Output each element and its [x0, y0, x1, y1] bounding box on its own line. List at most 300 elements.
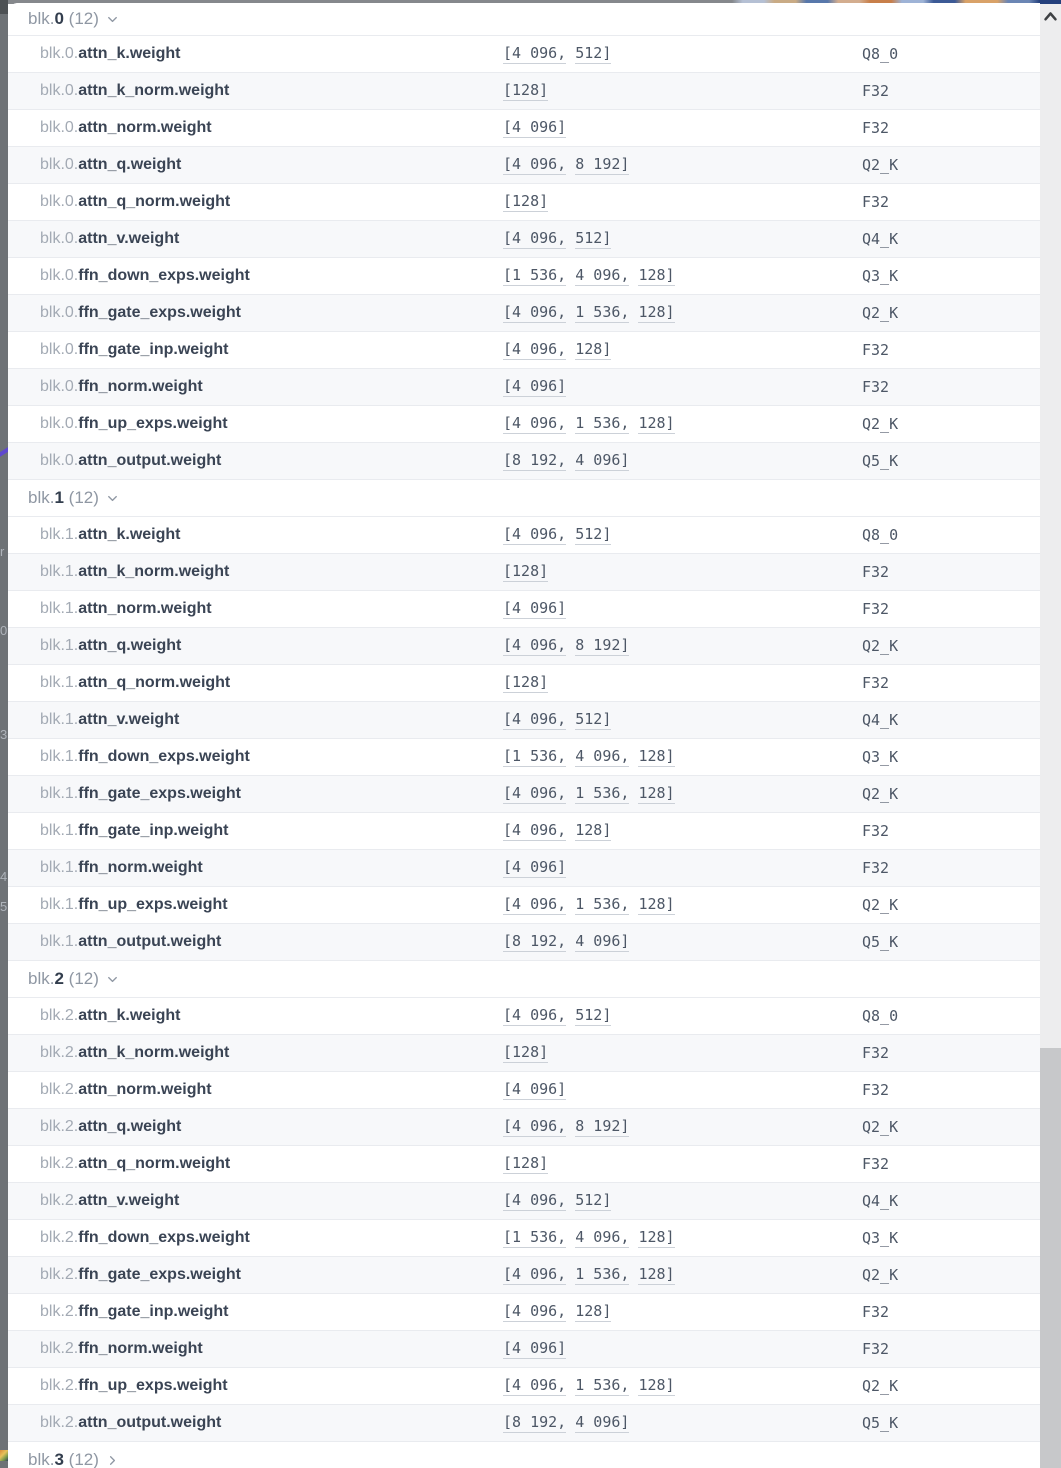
tensor-dtype: F32 [862, 1081, 890, 1099]
shape-dim: [8 192, [503, 1414, 566, 1433]
tensor-shape-link[interactable] [503, 821, 862, 841]
shape-dim: 128] [638, 267, 674, 286]
tensor-dtype: F32 [862, 1303, 890, 1321]
panel-corner-shadow [0, 0, 8, 14]
tensor-dtype: F32 [862, 341, 890, 359]
group-index-label: 2 [54, 969, 64, 988]
chevron-up-icon [1043, 9, 1058, 27]
tensor-name [8, 193, 503, 211]
tensor-dtype: F32 [862, 378, 890, 396]
tensor-name-main: attn_q_norm.weight [78, 193, 231, 210]
tensor-name-prefix: blk.2. [40, 1229, 79, 1246]
tensor-name-main: ffn_gate_exps.weight [78, 1266, 241, 1283]
tensor-dtype: Q2_K [862, 1377, 899, 1395]
group-prefix-label: blk. [28, 488, 55, 507]
tensor-name-main: ffn_norm.weight [78, 1340, 203, 1357]
tensor-name-main: ffn_up_exps.weight [78, 896, 228, 913]
shape-dim: 512] [575, 45, 611, 64]
tensor-name-prefix: blk.0. [40, 119, 79, 136]
tensor-dtype: F32 [862, 119, 890, 137]
shape-dim: 128] [638, 1266, 674, 1285]
tensor-shape-link[interactable] [503, 525, 862, 545]
tensor-name-main: ffn_down_exps.weight [78, 267, 250, 284]
tensor-name-main: attn_q.weight [78, 1118, 182, 1135]
tensor-name-prefix: blk.1. [40, 933, 79, 950]
tensor-row [8, 184, 1040, 221]
occluded-purple-mark [0, 447, 8, 458]
tensor-group-header-blk-0[interactable] [8, 3, 1040, 36]
tensor-dtype: F32 [862, 1340, 890, 1358]
tensor-shape-link[interactable] [503, 673, 862, 693]
group-prefix-label: blk. [28, 1450, 55, 1468]
tensor-row [8, 258, 1040, 295]
tensor-shape-link[interactable] [503, 81, 862, 101]
shape-dim: [4 096, [503, 304, 566, 323]
group-count-label: (12) [63, 9, 99, 28]
tensor-dtype: Q2_K [862, 896, 899, 914]
shape-dim: 512] [575, 1007, 611, 1026]
tensor-name [8, 230, 503, 248]
tensor-name [8, 119, 503, 137]
tensor-name [8, 600, 503, 618]
occluded-text-fragment: 5 [0, 900, 8, 913]
tensor-group [8, 961, 1040, 1442]
tensor-rows [8, 998, 1040, 1442]
tensor-name [8, 378, 503, 396]
shape-dim: 512] [575, 1192, 611, 1211]
tensor-name-main: attn_q.weight [78, 156, 182, 173]
tensor-dtype: Q8_0 [862, 45, 899, 63]
tensor-name [8, 1044, 503, 1062]
tensor-shape-link[interactable] [503, 710, 862, 730]
tensor-name-prefix: blk.0. [40, 156, 79, 173]
shape-dim: [4 096, [503, 1266, 566, 1285]
tensor-name [8, 896, 503, 914]
tensor-name-main: ffn_norm.weight [78, 859, 203, 876]
tensor-dtype: Q2_K [862, 156, 899, 174]
tensor-name-prefix: blk.2. [40, 1118, 79, 1135]
tensor-name-prefix: blk.1. [40, 600, 79, 617]
tensor-row [8, 1035, 1040, 1072]
shape-dim: 8 192] [575, 156, 629, 175]
shape-dim: 1 536, [575, 304, 629, 323]
shape-dim: 8 192] [575, 1118, 629, 1137]
tensor-name-main: ffn_up_exps.weight [78, 415, 228, 432]
tensor-name [8, 415, 503, 433]
tensor-shape-link[interactable] [503, 192, 862, 212]
shape-dim: [1 536, [503, 1229, 566, 1248]
tensor-shape-link[interactable] [503, 858, 862, 878]
tensor-shape-link[interactable] [503, 1043, 862, 1063]
tensor-name-main: attn_output.weight [78, 452, 222, 469]
chevron-down-icon [105, 972, 120, 987]
tensor-name-main: attn_k.weight [78, 45, 181, 62]
tensor-name-prefix: blk.0. [40, 82, 79, 99]
shape-dim: 4 096] [575, 933, 629, 952]
tensor-name [8, 674, 503, 692]
tensor-shape-link[interactable] [503, 784, 862, 804]
tensor-name-main: attn_v.weight [78, 1192, 180, 1209]
shape-dim: 128] [638, 1229, 674, 1248]
occluded-text-fragment: 0 [0, 624, 8, 637]
shape-dim: 4 096, [575, 1229, 629, 1248]
tensor-row [8, 1294, 1040, 1331]
shape-dim: 1 536, [575, 1377, 629, 1396]
group-index-label: 3 [54, 1450, 64, 1468]
tensor-name-prefix: blk.0. [40, 452, 79, 469]
tensor-name-main: ffn_norm.weight [78, 378, 203, 395]
tensor-shape-link[interactable] [503, 895, 862, 915]
shape-dim: [128] [503, 82, 548, 101]
tensor-name [8, 1155, 503, 1173]
tensor-name-prefix: blk.0. [40, 193, 79, 210]
tensor-row [8, 1368, 1040, 1405]
chevron-down-icon [105, 12, 120, 27]
tensor-shape-link[interactable] [503, 451, 862, 471]
tensor-shape-link[interactable] [503, 1376, 862, 1396]
shape-dim: 1 536, [575, 1266, 629, 1285]
tensor-name [8, 1118, 503, 1136]
shape-dim: [4 096, [503, 1192, 566, 1211]
tensor-shape-link[interactable] [503, 1117, 862, 1137]
tensor-shape-link[interactable] [503, 118, 862, 138]
tensor-name-prefix: blk.2. [40, 1303, 79, 1320]
left-edge-strip [0, 0, 8, 1468]
shape-dim: [4 096, [503, 711, 566, 730]
tensor-row [8, 1072, 1040, 1109]
tensor-shape-link[interactable] [503, 1228, 862, 1248]
tensor-dtype: Q2_K [862, 304, 899, 322]
tensor-dtype: Q4_K [862, 1192, 899, 1210]
tensor-shape-link[interactable] [503, 377, 862, 397]
shape-dim: 512] [575, 711, 611, 730]
tensor-name-prefix: blk.1. [40, 674, 79, 691]
tensor-row [8, 887, 1040, 924]
tensor-row [8, 110, 1040, 147]
tensor-dtype: Q2_K [862, 1118, 899, 1136]
tensor-name-prefix: blk.0. [40, 378, 79, 395]
group-count-label: (12) [63, 969, 99, 988]
tensor-name-prefix: blk.1. [40, 711, 79, 728]
shape-dim: 512] [575, 526, 611, 545]
tensor-dtype: F32 [862, 82, 890, 100]
scrollbar-thumb[interactable] [1040, 1048, 1061, 1468]
tensor-shape-link[interactable] [503, 747, 862, 767]
tensor-group-header-blk-3[interactable] [8, 1442, 1040, 1468]
shape-dim: 128] [638, 896, 674, 915]
group-index-label: 0 [54, 9, 64, 28]
shape-dim: [4 096, [503, 415, 566, 434]
tensor-name-main: attn_output.weight [78, 1414, 222, 1431]
tensor-shape-link[interactable] [503, 599, 862, 619]
tensor-list-panel [8, 3, 1040, 1468]
shape-dim: [4 096, [503, 822, 566, 841]
tensor-name [8, 859, 503, 877]
shape-dim: [128] [503, 563, 548, 582]
shape-dim: [4 096, [503, 526, 566, 545]
scroll-up-button[interactable] [1040, 6, 1061, 30]
tensor-shape-link[interactable] [503, 1413, 862, 1433]
tensor-name [8, 1081, 503, 1099]
tensor-row [8, 147, 1040, 184]
tensor-row [8, 1405, 1040, 1442]
tensor-row [8, 73, 1040, 110]
tensor-row [8, 221, 1040, 258]
tensor-group-header-blk-1[interactable] [8, 480, 1040, 517]
tensor-rows [8, 517, 1040, 961]
shape-dim: [4 096] [503, 859, 566, 878]
tensor-dtype: Q8_0 [862, 526, 899, 544]
tensor-row [8, 332, 1040, 369]
tensor-row [8, 369, 1040, 406]
tensor-row [8, 406, 1040, 443]
tensor-name-prefix: blk.1. [40, 785, 79, 802]
group-count-label: (12) [63, 1450, 99, 1468]
tensor-group [8, 480, 1040, 961]
tensor-name-prefix: blk.1. [40, 637, 79, 654]
tensor-shape-link[interactable] [503, 1080, 862, 1100]
tensor-name-main: attn_v.weight [78, 230, 180, 247]
tensor-name-prefix: blk.2. [40, 1155, 79, 1172]
tensor-row [8, 628, 1040, 665]
shape-dim: 128] [638, 304, 674, 323]
tensor-name-prefix: blk.0. [40, 267, 79, 284]
group-count-label: (12) [63, 488, 99, 507]
shape-dim: 128] [638, 785, 674, 804]
tensor-shape-link[interactable] [503, 932, 862, 952]
tensor-row [8, 1257, 1040, 1294]
tensor-row [8, 850, 1040, 887]
shape-dim: 4 096, [575, 267, 629, 286]
tensor-name [8, 1229, 503, 1247]
tensor-row [8, 295, 1040, 332]
tensor-name-prefix: blk.0. [40, 230, 79, 247]
tensor-row [8, 1220, 1040, 1257]
tensor-shape-link[interactable] [503, 1339, 862, 1359]
tensor-row [8, 36, 1040, 73]
tensor-name [8, 526, 503, 544]
shape-dim: [4 096, [503, 1303, 566, 1322]
tensor-name-prefix: blk.2. [40, 1007, 79, 1024]
shape-dim: [4 096] [503, 378, 566, 397]
group-index-label: 1 [54, 488, 64, 507]
shape-dim: 8 192] [575, 637, 629, 656]
tensor-shape-link[interactable] [503, 1154, 862, 1174]
tensor-row [8, 813, 1040, 850]
tensor-row [8, 739, 1040, 776]
tensor-shape-link[interactable] [503, 155, 862, 175]
tensor-shape-link[interactable] [503, 1302, 862, 1322]
shape-dim: [4 096] [503, 1340, 566, 1359]
tensor-name [8, 82, 503, 100]
chevron-right-icon [105, 1453, 120, 1468]
shape-dim: 4 096] [575, 452, 629, 471]
tensor-name-prefix: blk.2. [40, 1377, 79, 1394]
tensor-name [8, 822, 503, 840]
tensor-name-prefix: blk.2. [40, 1192, 79, 1209]
tensor-shape-link[interactable] [503, 340, 862, 360]
tensor-shape-link[interactable] [503, 1006, 862, 1026]
shape-dim: [1 536, [503, 748, 566, 767]
shape-dim: [4 096, [503, 45, 566, 64]
shape-dim: 128] [575, 822, 611, 841]
tensor-name-main: attn_norm.weight [78, 119, 212, 136]
tensor-name-prefix: blk.1. [40, 526, 79, 543]
tensor-row [8, 1109, 1040, 1146]
tensor-shape-link[interactable] [503, 1191, 862, 1211]
shape-dim: [4 096, [503, 1118, 566, 1137]
tensor-name-main: attn_k_norm.weight [78, 82, 230, 99]
tensor-name-main: ffn_gate_inp.weight [78, 1303, 229, 1320]
tensor-name-main: ffn_down_exps.weight [78, 748, 250, 765]
tensor-dtype: F32 [862, 193, 890, 211]
shape-dim: 128] [575, 1303, 611, 1322]
tensor-name-main: attn_output.weight [78, 933, 222, 950]
tensor-name-main: attn_norm.weight [78, 600, 212, 617]
tensor-row [8, 924, 1040, 961]
tensor-shape-link[interactable] [503, 414, 862, 434]
tensor-shape-link[interactable] [503, 562, 862, 582]
shape-dim: 128] [575, 341, 611, 360]
shape-dim: [128] [503, 193, 548, 212]
shape-dim: [4 096, [503, 156, 566, 175]
shape-dim: [4 096, [503, 341, 566, 360]
tensor-name-main: ffn_gate_exps.weight [78, 304, 241, 321]
tensor-shape-link[interactable] [503, 1265, 862, 1285]
shape-dim: [4 096] [503, 119, 566, 138]
tensor-name-prefix: blk.0. [40, 415, 79, 432]
tensor-rows [8, 36, 1040, 480]
tensor-dtype: F32 [862, 859, 890, 877]
tensor-name [8, 1266, 503, 1284]
tensor-shape-link[interactable] [503, 636, 862, 656]
tensor-dtype: Q2_K [862, 785, 899, 803]
tensor-name [8, 1377, 503, 1395]
tensor-name-main: ffn_gate_exps.weight [78, 785, 241, 802]
tensor-shape-link[interactable] [503, 44, 862, 64]
tensor-name-prefix: blk.1. [40, 748, 79, 765]
tensor-dtype: Q5_K [862, 1414, 899, 1432]
shape-dim: 128] [638, 1377, 674, 1396]
shape-dim: 4 096] [575, 1414, 629, 1433]
shape-dim: 4 096, [575, 748, 629, 767]
tensor-row [8, 702, 1040, 739]
tensor-name [8, 156, 503, 174]
tensor-row [8, 554, 1040, 591]
tensor-dtype: Q8_0 [862, 1007, 899, 1025]
tensor-name-main: ffn_up_exps.weight [78, 1377, 228, 1394]
tensor-row [8, 998, 1040, 1035]
tensor-name [8, 1007, 503, 1025]
shape-dim: 128] [638, 748, 674, 767]
tensor-name-main: attn_k.weight [78, 526, 181, 543]
tensor-row [8, 517, 1040, 554]
shape-dim: 128] [638, 415, 674, 434]
banner-navy-corner [1040, 0, 1061, 4]
tensor-row [8, 776, 1040, 813]
shape-dim: 512] [575, 230, 611, 249]
tensor-name-main: attn_q_norm.weight [78, 1155, 231, 1172]
tensor-name [8, 45, 503, 63]
tensor-name [8, 267, 503, 285]
tensor-name [8, 637, 503, 655]
scrollbar[interactable] [1040, 0, 1061, 1468]
shape-dim: [8 192, [503, 452, 566, 471]
tensor-name-prefix: blk.1. [40, 563, 79, 580]
tensor-name-prefix: blk.2. [40, 1081, 79, 1098]
tensor-dtype: Q5_K [862, 933, 899, 951]
shape-dim: [4 096] [503, 1081, 566, 1100]
tensor-group-header-blk-2[interactable] [8, 961, 1040, 998]
shape-dim: [4 096] [503, 600, 566, 619]
occluded-text-fragment: 3 [0, 728, 8, 741]
tensor-name-prefix: blk.1. [40, 859, 79, 876]
tensor-name-main: attn_k.weight [78, 1007, 181, 1024]
tensor-row [8, 443, 1040, 480]
tensor-dtype: Q5_K [862, 452, 899, 470]
tensor-name [8, 748, 503, 766]
tensor-shape-link[interactable] [503, 229, 862, 249]
shape-dim: [1 536, [503, 267, 566, 286]
tensor-name [8, 933, 503, 951]
tensor-row [8, 591, 1040, 628]
shape-dim: [4 096, [503, 1007, 566, 1026]
tensor-name-prefix: blk.1. [40, 822, 79, 839]
tensor-name-main: attn_q_norm.weight [78, 674, 231, 691]
tensor-name [8, 341, 503, 359]
tensor-name-main: attn_v.weight [78, 711, 180, 728]
tensor-dtype: F32 [862, 674, 890, 692]
tensor-row [8, 1331, 1040, 1368]
tensor-dtype: F32 [862, 1044, 890, 1062]
shape-dim: 1 536, [575, 415, 629, 434]
tensor-dtype: Q4_K [862, 230, 899, 248]
shape-dim: [4 096, [503, 785, 566, 804]
tensor-name-main: attn_k_norm.weight [78, 1044, 230, 1061]
tensor-name [8, 711, 503, 729]
tensor-group [8, 1442, 1040, 1468]
tensor-name-main: attn_k_norm.weight [78, 563, 230, 580]
tensor-row [8, 665, 1040, 702]
tensor-dtype: Q3_K [862, 267, 899, 285]
group-prefix-label: blk. [28, 969, 55, 988]
tensor-shape-link[interactable] [503, 303, 862, 323]
tensor-name [8, 452, 503, 470]
occluded-mini-icon [0, 1450, 8, 1461]
tensor-name-prefix: blk.0. [40, 45, 79, 62]
tensor-name-prefix: blk.2. [40, 1044, 79, 1061]
tensor-dtype: Q4_K [862, 711, 899, 729]
tensor-dtype: Q3_K [862, 1229, 899, 1247]
tensor-name [8, 1192, 503, 1210]
tensor-shape-link[interactable] [503, 266, 862, 286]
tensor-name [8, 785, 503, 803]
tensor-name-prefix: blk.2. [40, 1414, 79, 1431]
tensor-name [8, 563, 503, 581]
group-prefix-label: blk. [28, 9, 55, 28]
tensor-name-main: ffn_gate_inp.weight [78, 822, 229, 839]
shape-dim: 1 536, [575, 896, 629, 915]
tensor-name [8, 1414, 503, 1432]
shape-dim: [4 096, [503, 230, 566, 249]
tensor-dtype: Q3_K [862, 748, 899, 766]
shape-dim: [4 096, [503, 637, 566, 656]
tensor-row [8, 1183, 1040, 1220]
tensor-dtype: F32 [862, 563, 890, 581]
tensor-name-main: ffn_gate_inp.weight [78, 341, 229, 358]
tensor-name-main: attn_q.weight [78, 637, 182, 654]
shape-dim: [8 192, [503, 933, 566, 952]
